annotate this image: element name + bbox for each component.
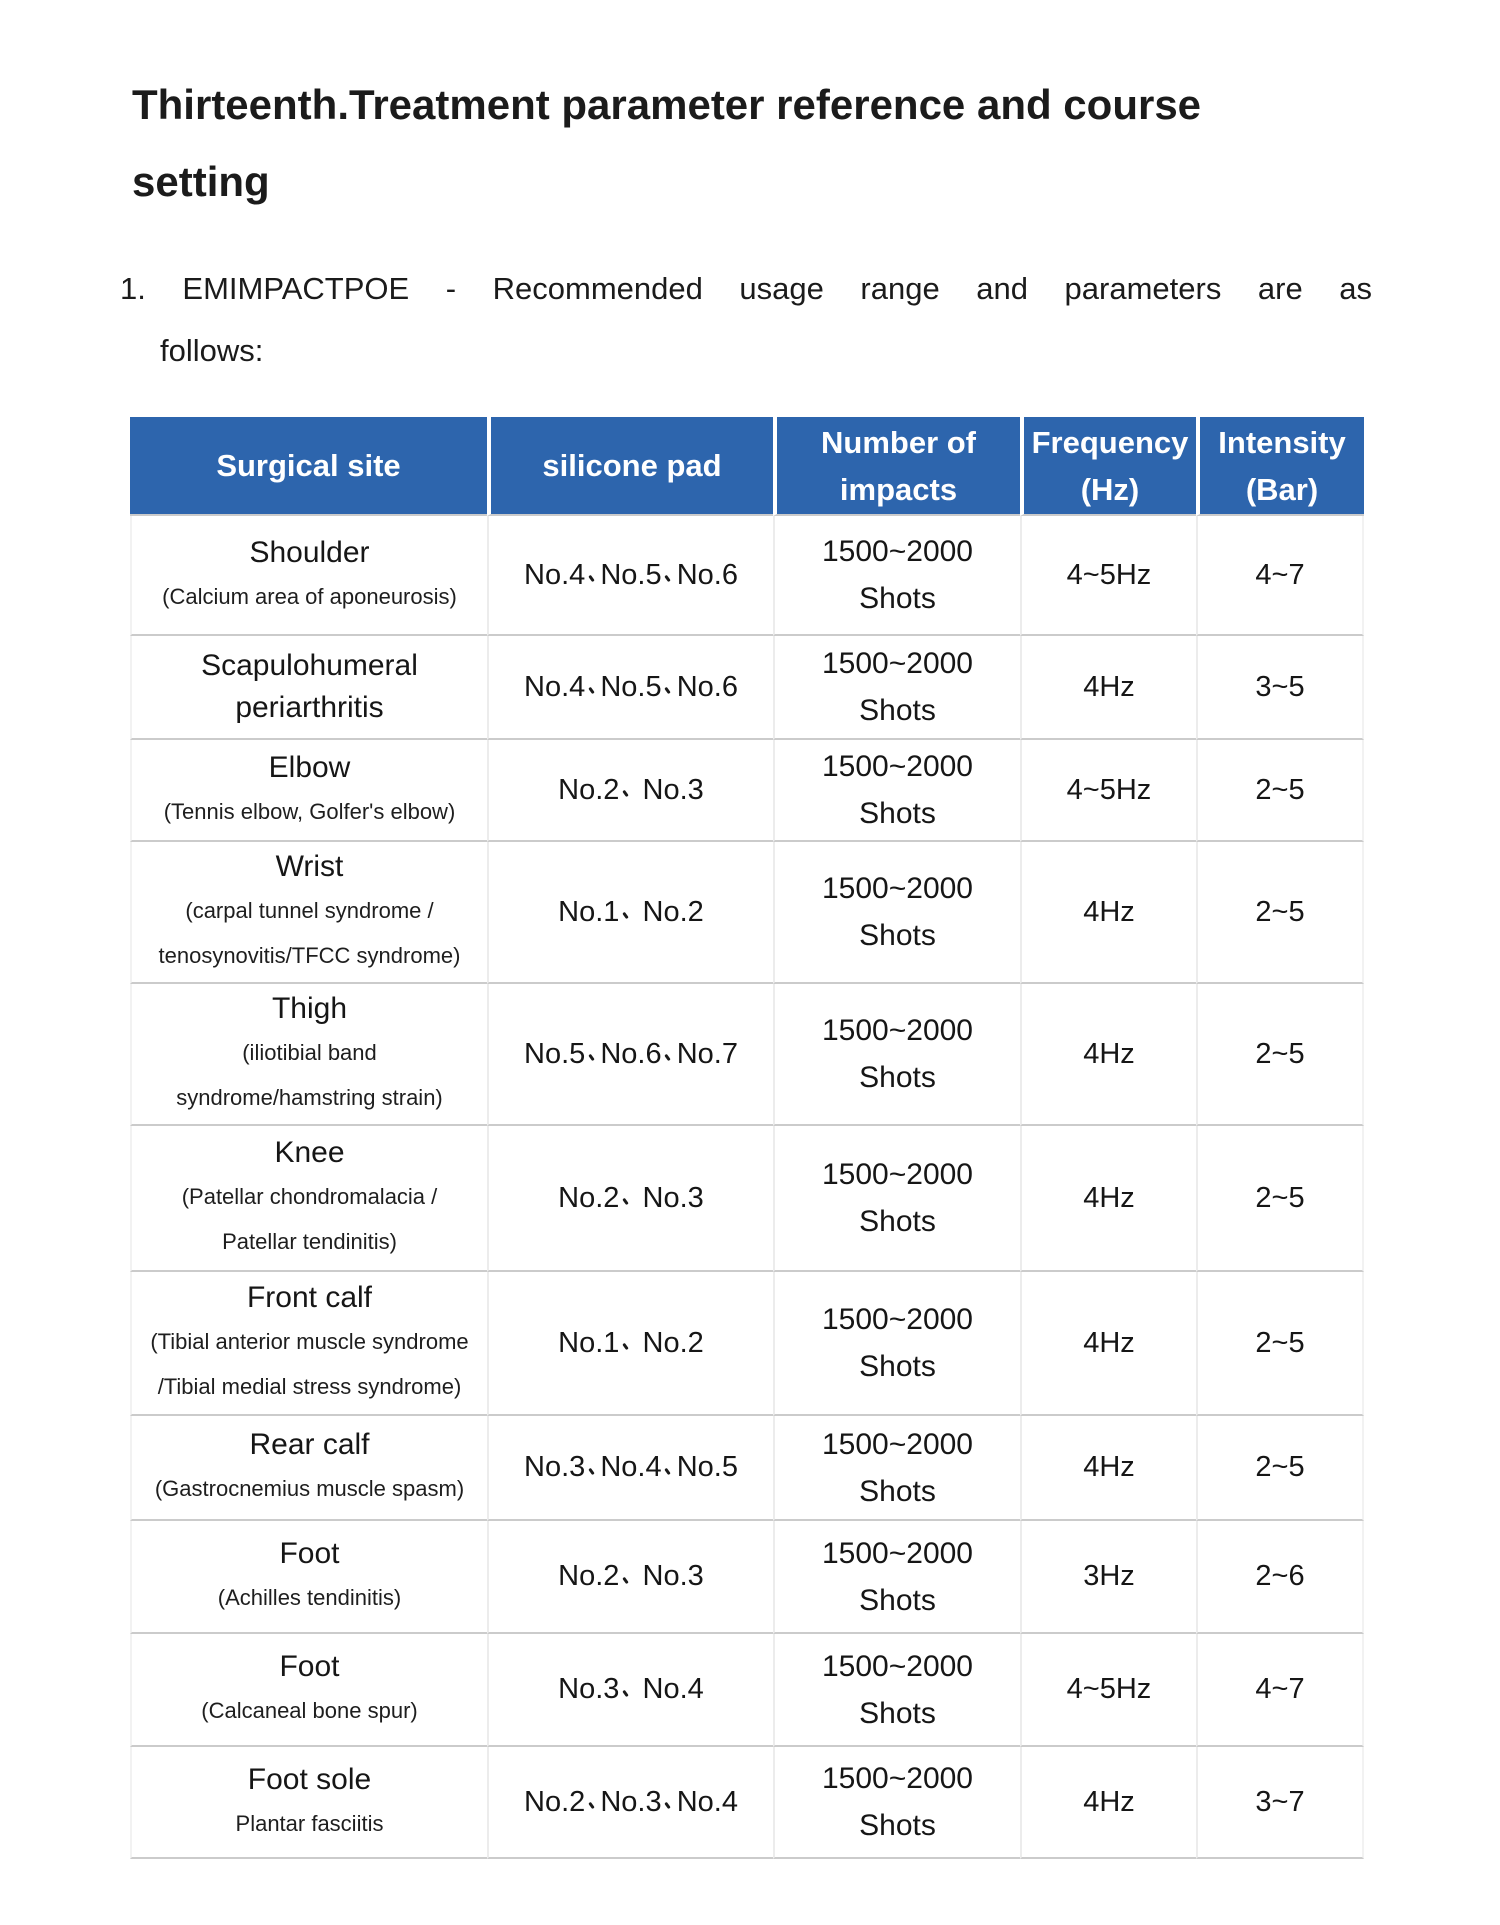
ideographic-comma-icon [662,681,677,696]
cell-intensity: 3~5 [1196,636,1364,740]
site-subtitle: (carpal tunnel syndrome / tenosynovitis/TFCC syndrome) [158,898,461,968]
cell-silicone-pad: No.1 No.2 [487,1272,773,1416]
list-number: 1. [120,271,146,306]
cell-number-of-impacts: 1500~2000 Shots [773,1634,1020,1747]
cell-intensity: 4~7 [1196,516,1364,636]
intro-text: EMIMPACTPOE - Recommended usage range and parameters are as [182,271,1372,306]
cell-intensity: 4~7 [1196,1634,1364,1747]
cell-silicone-pad: No.2 No.3 No.4 [487,1747,773,1859]
cell-number-of-impacts: 1500~2000 Shots [773,740,1020,842]
cell-number-of-impacts: 1500~2000 Shots [773,1747,1020,1859]
cell-frequency: 4Hz [1020,1126,1196,1272]
intro-paragraph [120,258,1372,382]
cell-surgical-site [130,842,487,984]
cell-surgical-site [130,636,487,740]
table-header-row [130,417,1364,516]
table-row [130,1747,1364,1859]
header-line: silicone pad [542,448,722,483]
header-line: Number of [821,424,976,460]
cell-frequency: 4Hz [1020,1416,1196,1521]
column-header-number-of-impacts [773,417,1020,516]
header-line: Surgical site [216,448,401,483]
cell-intensity: 2~5 [1196,1272,1364,1416]
cell-intensity: 2~5 [1196,740,1364,842]
site-name: Wrist [275,850,344,883]
cell-intensity: 2~5 [1196,984,1364,1126]
page-title [132,66,1404,220]
header-line: (Bar) [1245,471,1319,507]
cell-intensity: 2~5 [1196,842,1364,984]
intro-line-1 [120,258,1372,320]
column-header-silicone-pad [487,417,773,516]
cell-silicone-pad: No.1 No.2 [487,842,773,984]
ideographic-comma-icon [585,569,600,584]
site-subtitle: (Calcaneal bone spur) [201,1698,418,1723]
cell-surgical-site [130,1272,487,1416]
site-subtitle: (iliotibial band syndrome/hamstring strain) [176,1040,443,1110]
ideographic-comma-icon [619,1684,634,1699]
cell-frequency: 4Hz [1020,636,1196,740]
ideographic-comma-icon [585,1048,600,1063]
ideographic-comma-icon [619,906,634,921]
site-subtitle: (Tibial anterior muscle syndrome /Tibial medial stress syndrome) [150,1329,469,1399]
ideographic-comma-icon [662,1462,677,1477]
cell-surgical-site [130,984,487,1126]
cell-frequency: 4~5Hz [1020,1634,1196,1747]
cell-frequency: 4~5Hz [1020,740,1196,842]
page-title-line-2: setting [132,158,270,205]
ideographic-comma-icon [619,1337,634,1352]
site-subtitle: (Gastrocnemius muscle spasm) [154,1476,465,1501]
cell-frequency: 4Hz [1020,1747,1196,1859]
site-name: Knee [274,1136,345,1169]
cell-silicone-pad: No.4 No.5 No.6 [487,516,773,636]
site-subtitle: (Calcium area of aponeurosis) [162,583,457,609]
header-line: Intensity [1218,424,1346,460]
table-row [130,1272,1364,1416]
cell-silicone-pad: No.2 No.3 [487,1126,773,1272]
table-row [130,740,1364,842]
site-name: Rear calf [249,1428,370,1461]
site-name: Front calf [246,1281,373,1314]
cell-frequency: 3Hz [1020,1521,1196,1634]
ideographic-comma-icon [619,1571,634,1586]
site-name: Foot sole [247,1762,372,1796]
cell-surgical-site [130,1634,487,1747]
cell-frequency: 4~5Hz [1020,516,1196,636]
site-name: Thigh [271,992,348,1025]
cell-frequency: 4Hz [1020,842,1196,984]
site-subtitle: (Achilles tendinitis) [217,1585,402,1610]
cell-surgical-site [130,740,487,842]
ideographic-comma-icon [662,1796,677,1811]
cell-frequency: 4Hz [1020,1272,1196,1416]
cell-number-of-impacts: 1500~2000 Shots [773,842,1020,984]
ideographic-comma-icon [662,1048,677,1063]
cell-number-of-impacts: 1500~2000 Shots [773,1272,1020,1416]
cell-number-of-impacts: 1500~2000 Shots [773,1521,1020,1634]
cell-intensity: 2~6 [1196,1521,1364,1634]
cell-silicone-pad: No.5 No.6 No.7 [487,984,773,1126]
cell-silicone-pad: No.3 No.4 No.5 [487,1416,773,1521]
cell-silicone-pad: No.4 No.5 No.6 [487,636,773,740]
cell-silicone-pad: No.2 No.3 [487,740,773,842]
cell-intensity: 2~5 [1196,1126,1364,1272]
column-header-intensity [1196,417,1364,516]
cell-frequency: 4Hz [1020,984,1196,1126]
treatment-parameters-table [130,417,1364,1859]
table-row [130,984,1364,1126]
table-row [130,1634,1364,1747]
header-line: (Hz) [1080,471,1140,507]
header-line: Frequency [1031,424,1189,460]
table-row [130,1521,1364,1634]
header-line: impacts [839,471,958,507]
site-name: Foot [279,1650,340,1683]
table-row [130,1126,1364,1272]
ideographic-comma-icon [585,681,600,696]
cell-number-of-impacts: 1500~2000 Shots [773,1126,1020,1272]
site-subtitle: (Patellar chondromalacia / Patellar tendinitis) [181,1184,438,1254]
cell-surgical-site [130,516,487,636]
intro-line-2: follows: [160,333,264,368]
cell-number-of-impacts: 1500~2000 Shots [773,516,1020,636]
ideographic-comma-icon [585,1462,600,1477]
cell-number-of-impacts: 1500~2000 Shots [773,1416,1020,1521]
cell-number-of-impacts: 1500~2000 Shots [773,636,1020,740]
cell-surgical-site [130,1416,487,1521]
cell-surgical-site [130,1521,487,1634]
table-row [130,1416,1364,1521]
page-title-line-1: Thirteenth.Treatment parameter reference and course [132,81,1202,128]
column-header-surgical-site [130,417,487,516]
ideographic-comma-icon [619,784,634,799]
cell-silicone-pad: No.2 No.3 [487,1521,773,1634]
site-name: Shoulder [249,535,370,569]
cell-number-of-impacts: 1500~2000 Shots [773,984,1020,1126]
cell-intensity: 2~5 [1196,1416,1364,1521]
cell-surgical-site [130,1747,487,1859]
site-subtitle: (Tennis elbow, Golfer's elbow) [163,798,456,824]
site-subtitle: Plantar fasciitis [235,1810,384,1836]
ideographic-comma-icon [619,1192,634,1207]
table-row [130,842,1364,984]
column-header-frequency [1020,417,1196,516]
cell-silicone-pad: No.3 No.4 [487,1634,773,1747]
site-name: Scapulohumeral periarthritis [201,649,418,724]
table-row [130,636,1364,740]
ideographic-comma-icon [662,569,677,584]
table-row [130,516,1364,636]
ideographic-comma-icon [585,1796,600,1811]
cell-surgical-site [130,1126,487,1272]
site-name: Elbow [268,750,351,784]
site-name: Foot [279,1537,340,1570]
cell-intensity: 3~7 [1196,1747,1364,1859]
